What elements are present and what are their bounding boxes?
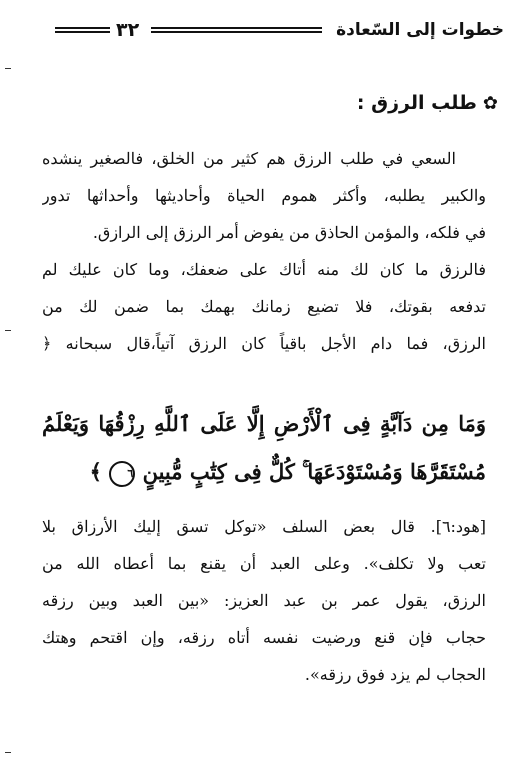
text-line: فالرزق ما كان لك منه أتاك على ضعفك، وما كان عليك لم [42, 260, 486, 279]
verse-line [42, 448, 486, 496]
text-line: الرزق، فما دام الأجل باقياً كان الرزق آتياً،قال سبحانه ﴿ [42, 334, 486, 353]
quran-verse [42, 400, 486, 496]
margin-mark [5, 68, 11, 69]
ayah-number-marker: ٦ [109, 461, 135, 487]
text-line: حجاب فإن قنع ورضيت نفسه أتاه رزقه، وإن اقتحم وهتك [42, 628, 486, 647]
section-heading-text: طلب الرزق : [356, 92, 477, 114]
body-text-continued [42, 508, 486, 693]
text-line: والكبير يطلبه، وأكثر هموم الحياة وأحاديثها وأحداثها تدور [42, 186, 486, 205]
verse-line: وَمَا مِن دَآبَّةٍ فِى ٱلْأَرْضِ إِلَّا عَلَى ٱللَّهِ رِزْقُهَا وَيَعْلَمُ [42, 411, 486, 436]
text-line: السعي في طلب الرزق هم كثير من الخلق، فالصغير ينشده [42, 149, 456, 168]
text-line: [هود:٦]. قال بعض السلف «توكل تسق إليك الأرزاق بلا [42, 517, 486, 536]
flower-icon: ✿ [482, 92, 498, 114]
margin-mark [5, 752, 11, 753]
text-line: الرزق، يقول عمر بن عبد العزيز: «بين العبد وبين رزقه [42, 591, 486, 610]
header-rule [151, 27, 322, 33]
text-line: تعب ولا تكلف». وعلى العبد أن يقنع بما أعطاه الله من [42, 554, 486, 573]
closing-bracket: ﴾ [89, 459, 102, 484]
margin-mark [5, 330, 11, 331]
book-title: خطوات إلى السّعادة [336, 20, 504, 40]
text-line: في فلكه، والمؤمن الحاذق من يفوض أمر الرزق إلى الرازق. [92, 223, 486, 242]
section-heading [357, 92, 498, 114]
body-text [42, 140, 486, 362]
verse-text: مُسْتَقَرَّهَا وَمُسْتَوْدَعَهَا ۚ كُلٌّ فِى كِتَٰبٍ مُّبِينٍ [142, 459, 486, 484]
page-number: ٣٢ [116, 19, 140, 41]
page-header [55, 14, 504, 46]
text-line: الحجاب لم يزد فوق رزقه». [304, 665, 486, 684]
text-line: تدفعه بقوتك، فلا تضيع زمانك بهمك بما ضمن لك من [42, 297, 486, 316]
header-rule-short [55, 27, 110, 33]
